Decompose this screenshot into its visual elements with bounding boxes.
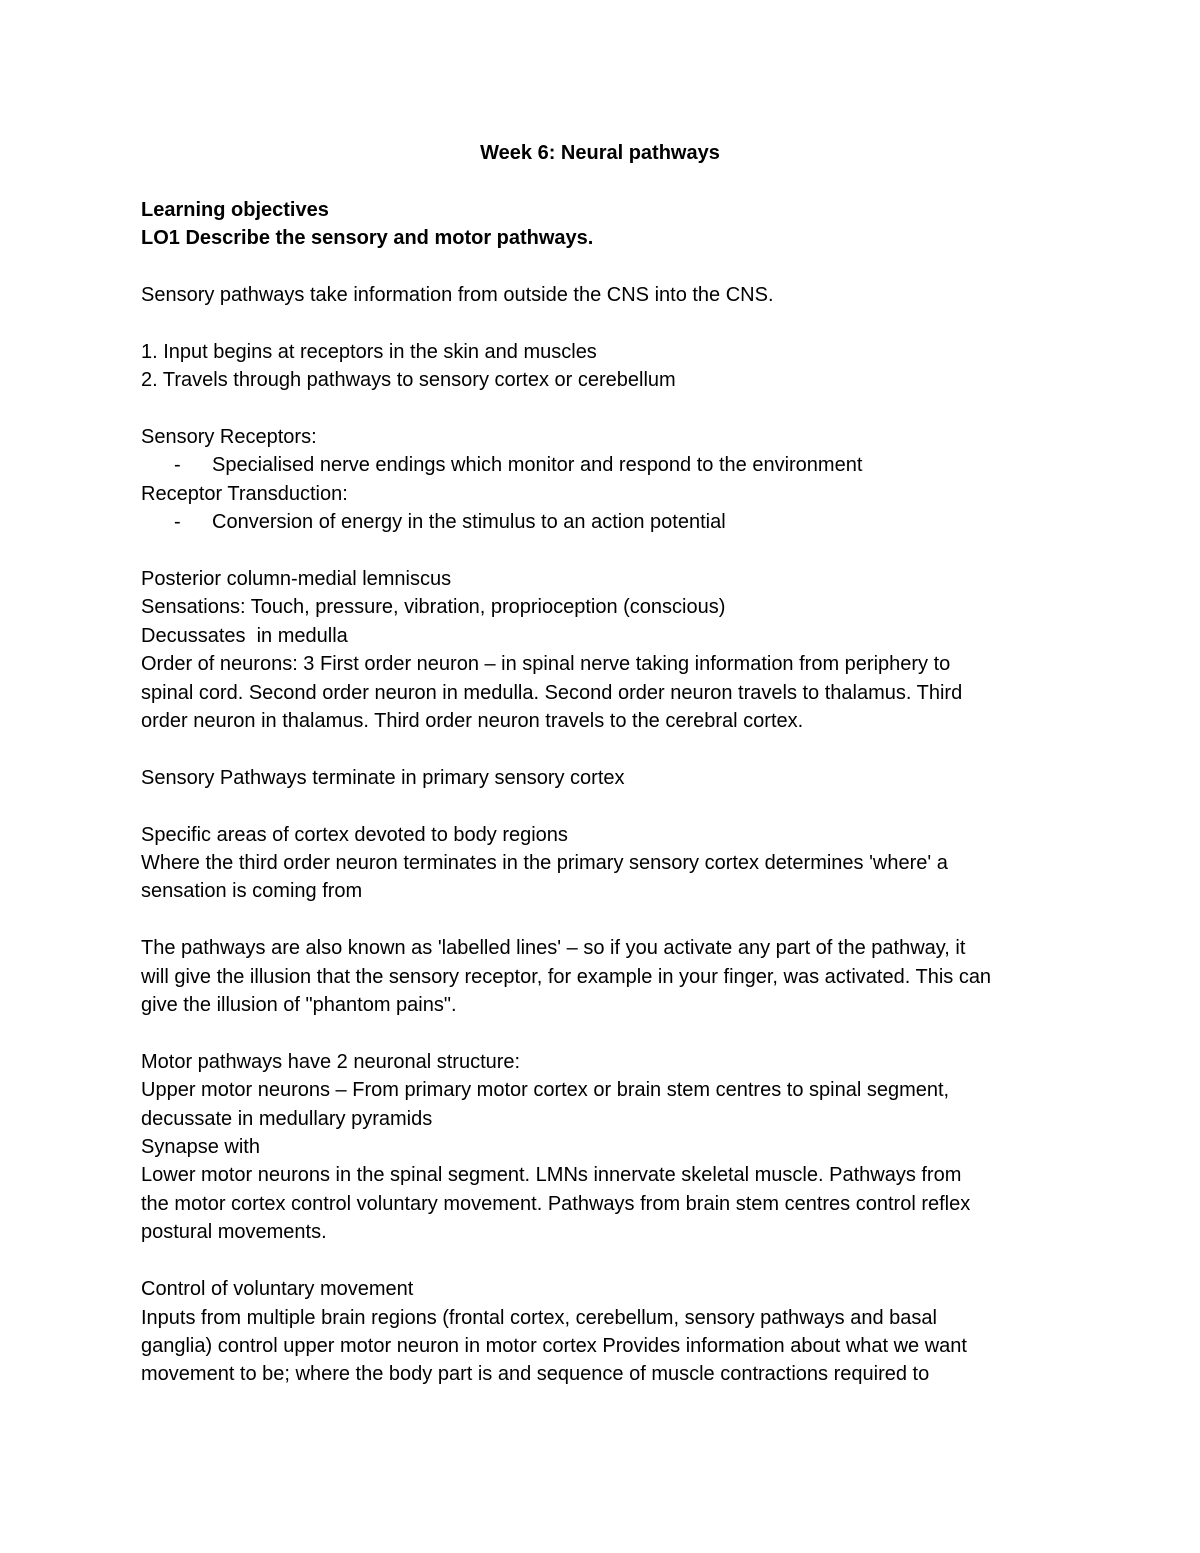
motor-line: Lower motor neurons in the spinal segment. LMNs innervate skeletal muscle. Pathways from <box>141 1164 962 1187</box>
spacer <box>141 735 1071 763</box>
motor-line: postural movements. <box>141 1221 327 1244</box>
cortex-line: sensation is coming from <box>141 880 363 903</box>
step-item: 1. Input begins at receptors in the skin and muscles <box>141 340 597 363</box>
voluntary-line: movement to be; where the body part is and sequence of muscle contractions required to <box>141 1363 930 1386</box>
voluntary-line: Control of voluntary movement <box>141 1278 414 1301</box>
pcml-decussates: Decussates in medulla <box>141 624 348 647</box>
spacer <box>141 906 1071 934</box>
receptors-label: Sensory Receptors: <box>141 426 317 448</box>
objectives-heading: Learning objectives <box>141 198 329 221</box>
bullet-text: Specialised nerve endings which monitor and respond to the environment <box>212 454 863 477</box>
transduction-label: Receptor Transduction: <box>141 482 348 505</box>
learning-objective-1: LO1 Describe the sensory and motor pathways. <box>141 227 594 250</box>
motor-line: the motor cortex control voluntary movement. Pathways from brain stem centres control reflex <box>141 1192 971 1215</box>
bullet-marker: - <box>174 511 181 534</box>
spacer <box>141 1247 1071 1275</box>
document-page <box>141 139 1071 1389</box>
page-title: Week 6: Neural pathways <box>480 142 720 164</box>
spacer <box>141 1019 1071 1047</box>
bullet-marker: - <box>174 454 181 477</box>
spacer <box>141 309 1071 337</box>
spacer <box>141 792 1071 820</box>
motor-line: Motor pathways have 2 neuronal structure: <box>141 1050 521 1073</box>
terminate-line: Sensory Pathways terminate in primary sensory cortex <box>141 766 625 789</box>
cortex-line: Specific areas of cortex devoted to body regions <box>141 823 568 846</box>
pcml-sensations: Sensations: Touch, pressure, vibration, proprioception (conscious) <box>141 596 726 619</box>
motor-line: Upper motor neurons – From primary motor cortex or brain stem centres to spinal segment, <box>141 1079 950 1102</box>
pcml-order-line: Order of neurons: 3 First order neuron – in spinal nerve taking information from periphery to <box>141 653 951 676</box>
spacer <box>141 167 1071 195</box>
voluntary-line: Inputs from multiple brain regions (frontal cortex, cerebellum, sensory pathways and basal <box>141 1306 937 1329</box>
voluntary-line: ganglia) control upper motor neuron in motor cortex Provides information about what we want <box>141 1334 967 1357</box>
bullet-text: Conversion of energy in the stimulus to an action potential <box>212 511 726 534</box>
motor-line: decussate in medullary pyramids <box>141 1107 433 1130</box>
spacer <box>141 537 1071 565</box>
labelled-lines-line: The pathways are also known as 'labelled lines' – so if you activate any part of the pathway, it <box>141 937 966 960</box>
labelled-lines-line: give the illusion of "phantom pains". <box>141 994 457 1017</box>
cortex-line: Where the third order neuron terminates in the primary sensory cortex determines 'where' a <box>141 852 948 875</box>
spacer <box>141 395 1071 423</box>
motor-line: Synapse with <box>141 1136 260 1159</box>
bullet-item <box>141 508 1071 536</box>
labelled-lines-line: will give the illusion that the sensory receptor, for example in your finger, was activated. This can <box>141 965 992 988</box>
spacer <box>141 253 1071 281</box>
pcml-order-line: order neuron in thalamus. Third order neuron travels to the cerebral cortex. <box>141 710 804 733</box>
pcml-name: Posterior column-medial lemniscus <box>141 568 452 591</box>
sensory-intro: Sensory pathways take information from outside the CNS into the CNS. <box>141 284 774 306</box>
pcml-order-line: spinal cord. Second order neuron in medulla. Second order neuron travels to thalamus. Third <box>141 681 963 704</box>
step-item: 2. Travels through pathways to sensory cortex or cerebellum <box>141 369 676 392</box>
bullet-item <box>141 451 1071 479</box>
